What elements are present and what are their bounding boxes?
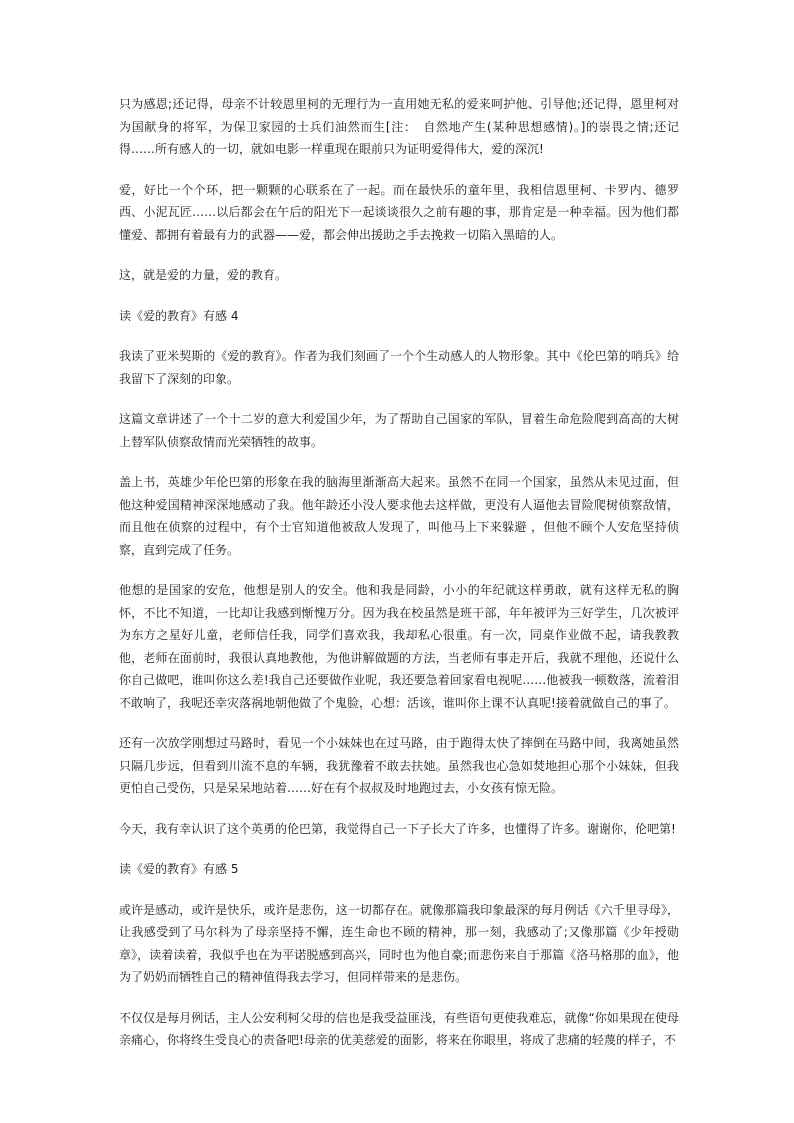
document-page [119,93,679,1070]
paragraph: 爱，好比一个个环，把一颗颗的心联系在了一起。而在最快乐的童年里，我相信恩里柯、卡罗内、德罗西、小泥瓦匠……以后都会在午后的阳光下一起谈谈很久之前有趣的事，那肯定是一种幸福。因为他们都懂爱、都拥有着最有力的武器——爱，都会伸出援助之手去挽救一切陷入黑暗的人。 [119,182,679,242]
paragraph: 我读了亚米契斯的《爱的教育》。作者为我们刻画了一个个生动感人的人物形象。其中《伦巴第的哨兵》给我留下了深刻的印象。 [119,349,679,386]
paragraph: 这，就是爱的力量，爱的教育。 [119,268,288,282]
paragraph: 只为感恩;还记得，母亲不计较恩里柯的无理行为一直用她无私的爱来呵护他、引导他;还记得，恩里柯对为国献身的将军，为保卫家园的士兵们油然而生[注： 自然地产生(某种思想感情)。]的崇畏之情;还记得……所有感人的一切，就如电影一样重现在眼前只为证明爱得伟大，爱的深沉! [119,97,679,156]
paragraph: 或许是感动，或许是快乐，或许是悲伤，这一切都存在。就像那篇我印象最深的每月例话《六千里寻母》，让我感受到了马尔科为了母亲坚持不懈，连生命也不顾的精神，那一刻，我感动了;又像那篇《少年授勋章》，读着读着，我似乎也在为平诺脱感到高兴，同时也为他自豪;而悲伤来自于那篇《洛马格那的血》，他为了奶奶而牺牲自己的精神值得我去学习，但同样带来的是悲伤。 [119,902,679,984]
paragraph: 他想的是国家的安危，他想是别人的安全。他和我是同龄，小小的年纪就这样勇敢，就有这样无私的胸怀，不比不知道，一比却让我感到惭愧万分。因为我在校虽然是班干部，年年被评为三好学生，几次被评为东方之星好儿童，老师信任我，同学们喜欢我，我却私心很重。有一次，同桌作业做不起，请我教教他，老师在面前时，我很认真地教他，为他讲解做题的方法，当老师有事走开后，我就不理他，还说什么你自己做吧，谁叫你这么差!我自己还要做作业呢，我还要急着回家看电视呢……他被我一顿数落，流着泪不敢响了，我呢还幸灾落祸地朝他做了个鬼脸，心想：活该，谁叫你上课不认真呢!接着就做自己的事了。 [119,583,679,710]
paragraph: 不仅仅是每月例话，主人公安利柯父母的信也是我受益匪浅，有些语句更使我难忘，就像“你如果现在使母亲痛心，你将终生受良心的责备吧!母亲的优美慈爱的面影，将来在你眼里，将成了悲痛的轻蔑的样子，不 [119,1010,679,1047]
paragraph: 这篇文章讲述了一个十二岁的意大利爱国少年，为了帮助自己国家的军队，冒着生命危险爬到高高的大树上替军队侦察敌情而光荣牺牲的故事。 [119,412,679,449]
paragraph: 还有一次放学刚想过马路时，看见一个小妹妹也在过马路，由于跑得太快了摔倒在马路中间，我离她虽然只隔几步远，但看到川流不息的车辆，我犹豫着不敢去扶她。虽然我也心急如焚地担心那个小妹妹，但我更怕自己受伤，只是呆呆地站着……好在有个叔叔及时地跑过去，小女孩有惊无险。 [119,736,679,795]
section-heading: 读《爱的教育》有感 4 [119,308,239,323]
paragraph: 盖上书，英雄少年伦巴第的形象在我的脑海里渐渐高大起来。虽然不在同一个国家，虽然从未见过面，但他这种爱国精神深深地感动了我。他年龄还小没人要求他去这样做，更没有人逼他去冒险爬树侦察敌情，而且他在侦察的过程中，有个士官知道他被敌人发现了，叫他马上下来躲避 ，但他不顾个人安危坚持侦察，直到完成了任务。 [119,475,679,557]
paragraph: 今天，我有幸认识了这个英勇的伦巴第，我觉得自己一下子长大了许多，也懂得了许多。谢谢你，伦吧第! [119,821,676,836]
section-heading: 读《爱的教育》有感 5 [119,862,239,876]
